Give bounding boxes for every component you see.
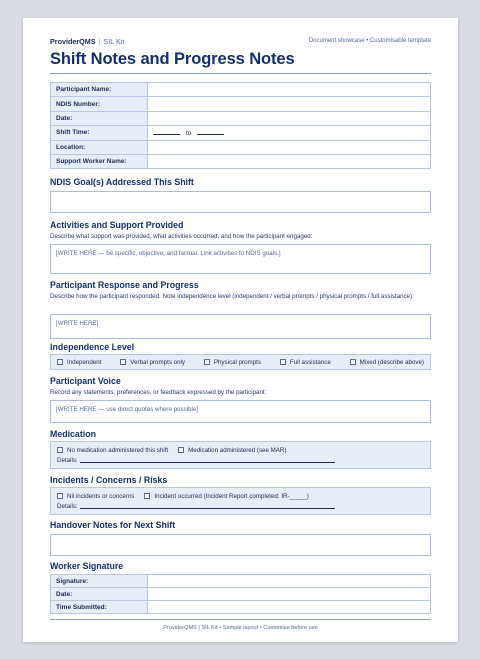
incidents-option-occurred[interactable] — [144, 493, 308, 500]
incidents-options — [57, 491, 424, 501]
support-worker-field[interactable] — [148, 154, 431, 168]
table-row — [51, 601, 431, 614]
table-row — [51, 126, 431, 140]
independence-option-full[interactable] — [280, 359, 331, 366]
participant-info-table — [50, 82, 431, 169]
option-label: Full assistance — [289, 358, 331, 366]
signature-label: Signature: — [51, 575, 148, 588]
participant-name-label: Participant Name: — [51, 83, 148, 97]
date-field[interactable] — [148, 111, 431, 125]
header-tagline: Document showcase • Customisable template — [308, 38, 431, 44]
brand-separator: | — [98, 36, 101, 46]
page-title: Shift Notes and Progress Notes — [50, 50, 295, 68]
option-label: Medication administered (see MAR) — [188, 446, 287, 454]
voice-field[interactable] — [50, 400, 431, 423]
shift-start-blank[interactable] — [153, 129, 180, 135]
checkbox[interactable] — [120, 359, 126, 365]
checkbox[interactable] — [350, 359, 356, 365]
checkbox[interactable] — [178, 447, 184, 453]
ndis-number-label: NDIS Number: — [51, 97, 148, 111]
checkbox[interactable] — [144, 493, 150, 499]
response-placeholder: [WRITE HERE] — [56, 320, 99, 327]
checkbox[interactable] — [57, 359, 63, 365]
table-row — [51, 83, 431, 97]
incidents-heading: Incidents / Concerns / Risks — [50, 475, 168, 485]
document-page — [23, 18, 458, 642]
table-row — [51, 588, 431, 601]
medication-option-none[interactable] — [57, 447, 168, 454]
voice-placeholder: [WRITE HERE — use direct quotes where possible] — [56, 406, 199, 413]
activities-field[interactable] — [50, 244, 431, 274]
table-row — [51, 140, 431, 154]
response-description: Describe how the participant responded. Note independence level (independent / verbal prompts / physical prompts / full assistance): — [50, 293, 414, 300]
voice-description: Record any statements, preferences, or feedback expressed by the participant: — [50, 389, 267, 396]
independence-option-verbal[interactable] — [120, 359, 185, 366]
time-submitted-label: Time Submitted: — [51, 601, 148, 614]
medication-options — [57, 445, 424, 455]
support-worker-label: Support Worker Name: — [51, 154, 148, 168]
signature-date-label: Date: — [51, 588, 148, 601]
document-header — [50, 35, 431, 47]
table-row — [51, 97, 431, 111]
independence-option-physical[interactable] — [204, 359, 261, 366]
participant-name-field[interactable] — [148, 83, 431, 97]
activities-placeholder: [WRITE HERE — be specific, objective, and factual. Link activities to NDIS goals.] — [56, 250, 281, 257]
option-label: Incident occurred (Incident Report completed: IR-_____) — [154, 492, 309, 500]
option-label: No medication administered this shift — [67, 446, 169, 454]
footer-divider — [50, 619, 431, 620]
option-label: Independent — [67, 358, 102, 366]
handover-field[interactable] — [50, 534, 431, 556]
location-field[interactable] — [148, 140, 431, 154]
medication-details-line[interactable] — [80, 457, 335, 463]
independence-options — [50, 354, 431, 370]
response-field[interactable] — [50, 314, 431, 339]
checkbox[interactable] — [280, 359, 286, 365]
shift-time-label: Shift Time: — [51, 126, 148, 140]
time-submitted-field[interactable] — [148, 601, 431, 614]
incidents-panel — [50, 487, 431, 515]
signature-field[interactable] — [148, 575, 431, 588]
option-label: Verbal prompts only — [130, 358, 185, 366]
table-row — [51, 111, 431, 125]
shift-end-blank[interactable] — [197, 129, 224, 135]
independence-option-independent[interactable] — [57, 359, 101, 366]
response-heading: Participant Response and Progress — [50, 280, 199, 290]
page-footer: ProviderQMS | SIL Kit • Sample layout • Customise before use — [163, 625, 318, 631]
incidents-details — [57, 501, 424, 511]
activities-description: Describe what support was provided, what activities occurred, and how the participant engaged: — [50, 233, 313, 240]
independence-option-mixed[interactable] — [350, 359, 424, 366]
checkbox[interactable] — [57, 447, 63, 453]
option-label: Mixed (describe above) — [359, 358, 424, 366]
ndis-number-field[interactable] — [148, 97, 431, 111]
table-row — [51, 575, 431, 588]
medication-heading: Medication — [50, 429, 96, 439]
brand — [50, 37, 124, 46]
incidents-details-line[interactable] — [80, 503, 335, 509]
option-label: Physical prompts — [213, 358, 261, 366]
option-label: Nil incidents or concerns — [67, 492, 135, 500]
location-label: Location: — [51, 140, 148, 154]
medication-option-given[interactable] — [178, 447, 286, 454]
shift-time-to: to — [186, 129, 192, 137]
signature-date-field[interactable] — [148, 588, 431, 601]
medication-details-label: Details: — [57, 456, 78, 464]
checkbox[interactable] — [204, 359, 210, 365]
checkbox[interactable] — [57, 493, 63, 499]
title-divider — [50, 73, 431, 74]
activities-heading: Activities and Support Provided — [50, 220, 184, 230]
incidents-details-label: Details: — [57, 502, 78, 510]
handover-heading: Handover Notes for Next Shift — [50, 520, 176, 530]
medication-panel — [50, 441, 431, 469]
medication-details — [57, 455, 424, 465]
goals-field[interactable] — [50, 191, 431, 213]
voice-heading: Participant Voice — [50, 376, 121, 386]
brand-name: ProviderQMS — [50, 36, 96, 46]
signature-table — [50, 574, 431, 614]
date-label: Date: — [51, 111, 148, 125]
incidents-option-none[interactable] — [57, 493, 134, 500]
table-row — [51, 154, 431, 168]
independence-heading: Independence Level — [50, 342, 135, 352]
signature-heading: Worker Signature — [50, 561, 124, 571]
brand-kit: SIL Kit — [103, 36, 125, 46]
goals-heading: NDIS Goal(s) Addressed This Shift — [50, 177, 194, 187]
shift-time-field[interactable] — [148, 126, 431, 140]
